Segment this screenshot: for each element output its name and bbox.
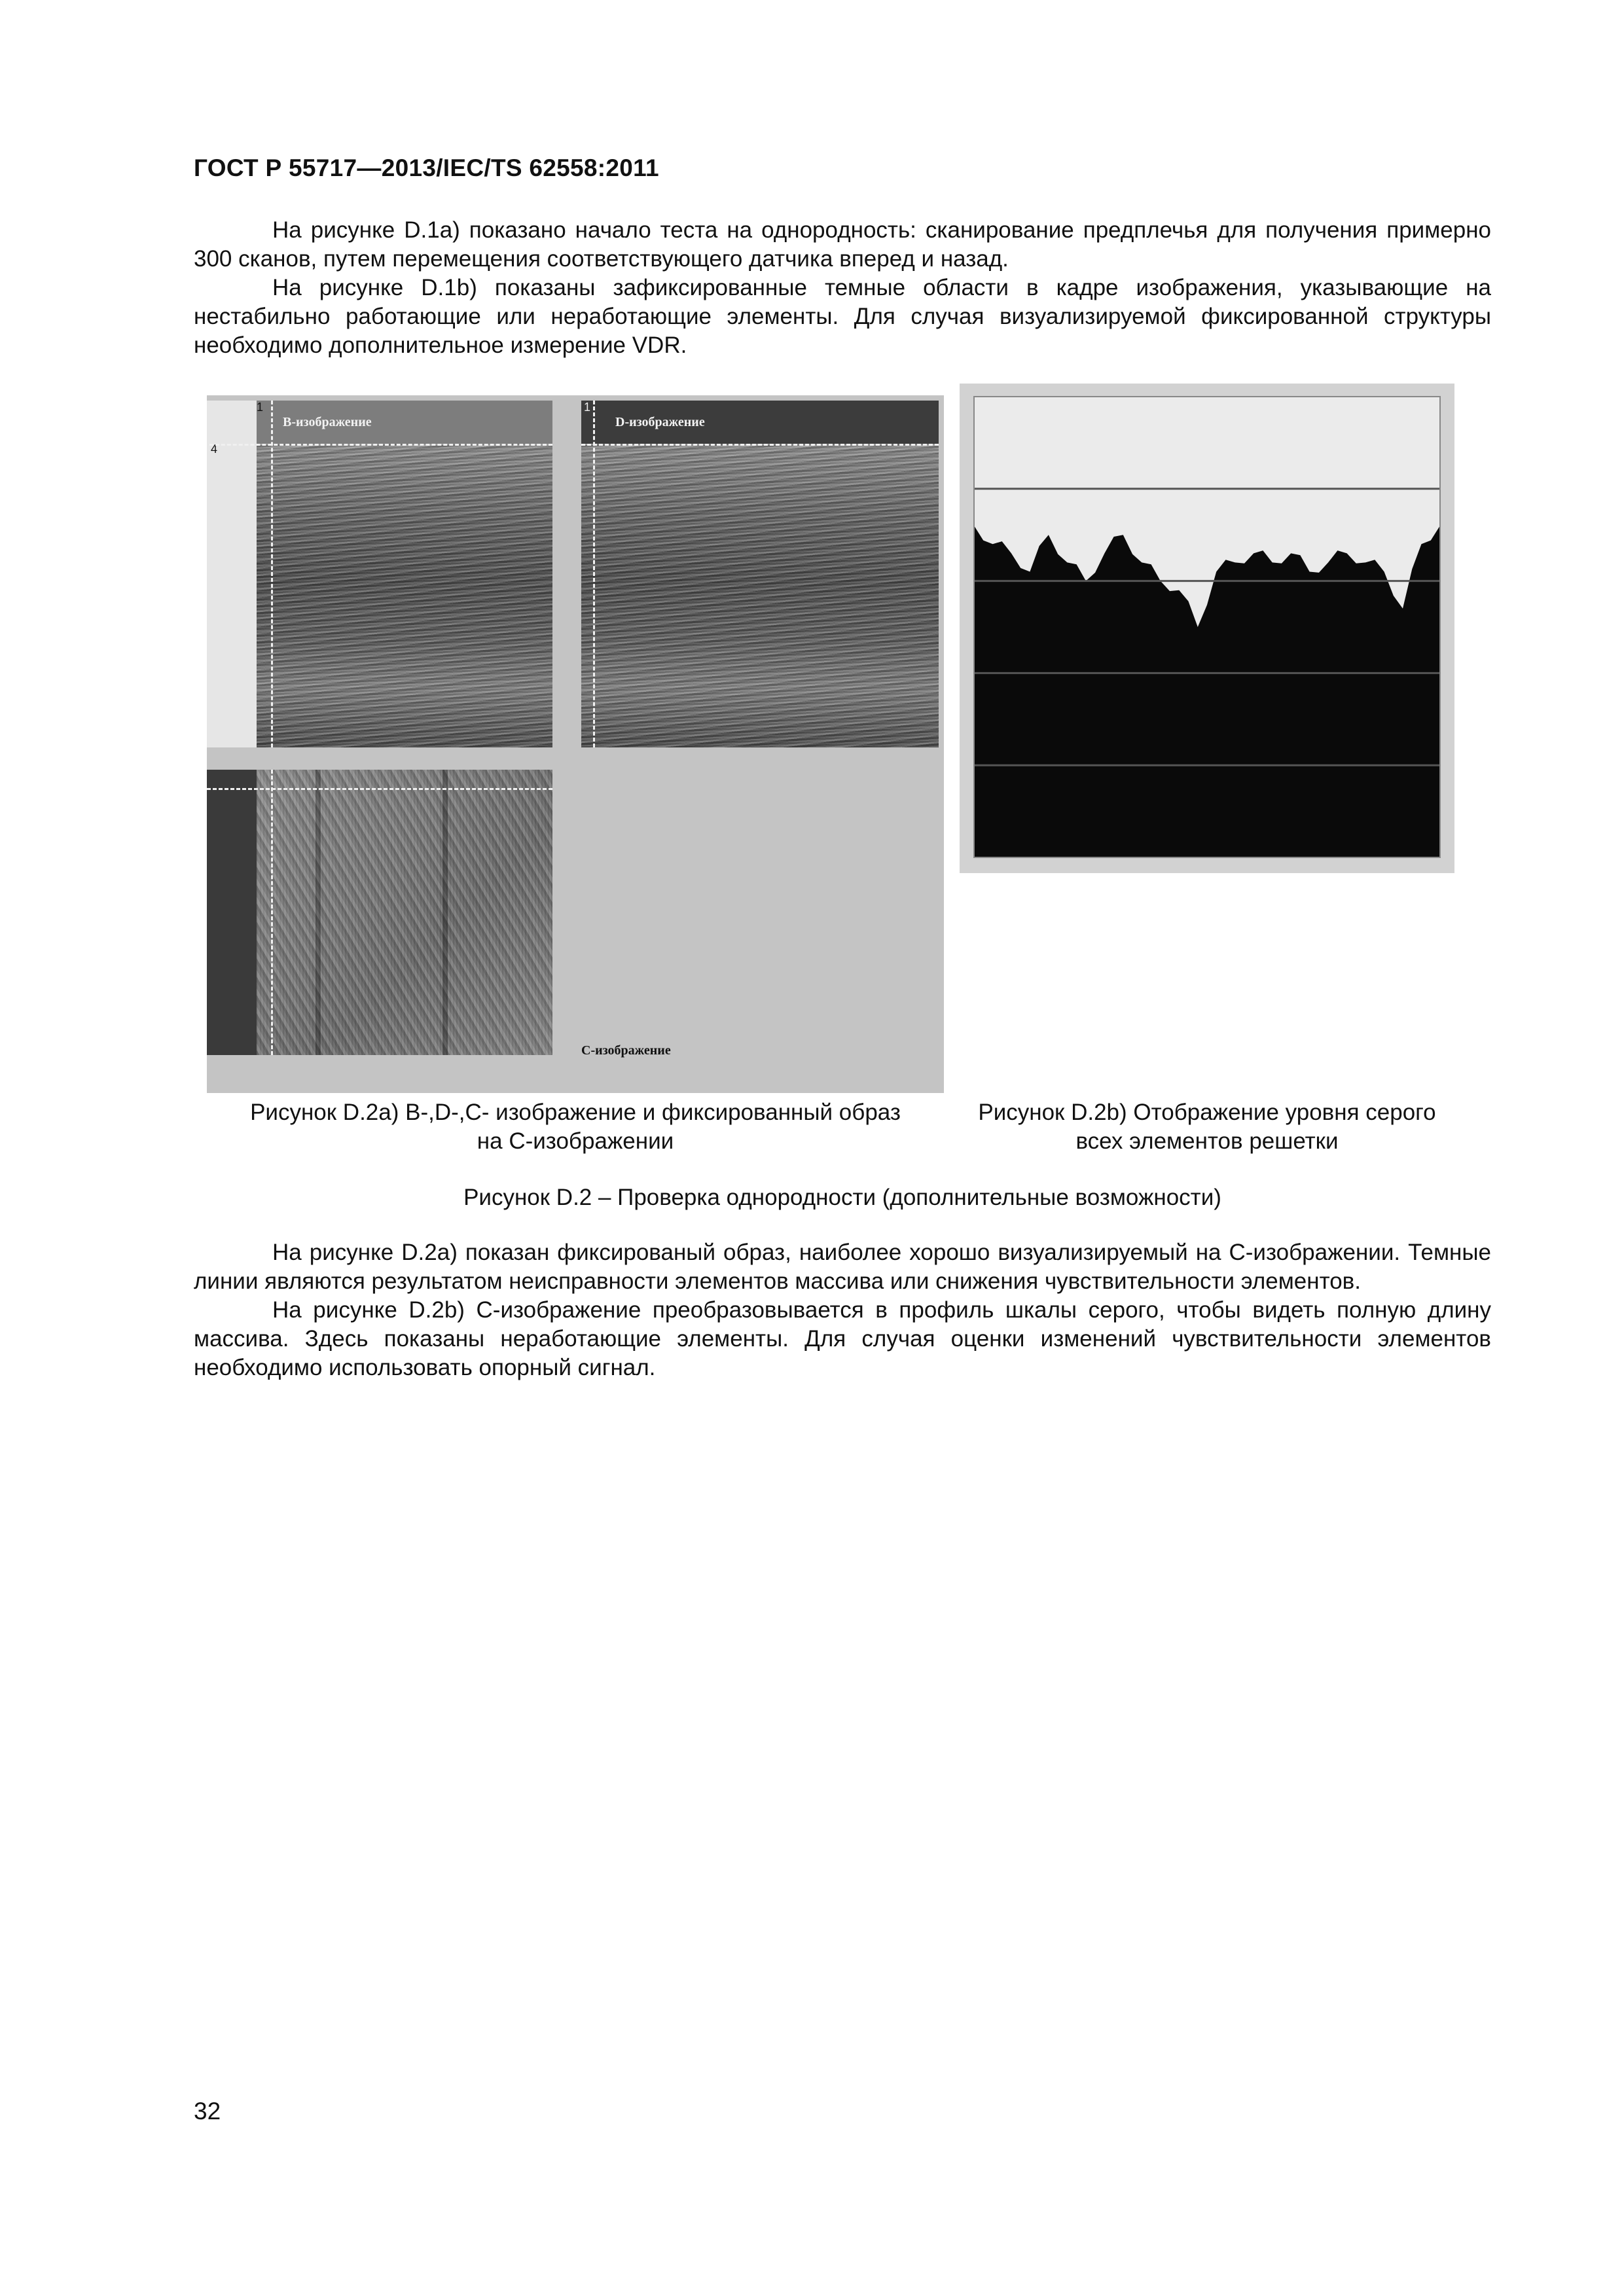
b-image-scan bbox=[257, 444, 552, 747]
body-text bbox=[194, 1238, 1491, 1382]
c-image-label: C-изображение bbox=[581, 1043, 671, 1058]
gray-level-profile-chart bbox=[960, 384, 1454, 873]
figure-d2-caption: Рисунок D.2 – Проверка однородности (дополнительные возможности) bbox=[463, 1185, 1221, 1210]
b-image-cursor-line-v bbox=[271, 401, 273, 747]
c-image-dark-line-2 bbox=[442, 770, 448, 1055]
intro-paragraph-1: На рисунке D.1a) показано начало теста на однородность: сканирование предплечья для получения примерно 300 сканов, путем перемещения соответствующего датчика вперед и назад. bbox=[194, 217, 1491, 272]
d-image-cursor-line-h bbox=[581, 444, 939, 446]
figure-d2b-caption-line2: всех элементов решетки bbox=[1075, 1128, 1339, 1154]
page-number: 32 bbox=[194, 2098, 221, 2125]
b-image-label: B-изображение bbox=[283, 415, 372, 429]
figure-d2b-caption-line1: Рисунок D.2b) Отображение уровня серого bbox=[978, 1100, 1436, 1125]
intro-text bbox=[194, 216, 1491, 360]
figure-d2a-caption-line1: Рисунок D.2a) B-,D-,C- изображение и фиксированный образ bbox=[250, 1100, 901, 1125]
marker-4: 4 bbox=[211, 442, 218, 456]
intro-paragraph-2: На рисунке D.1b) показаны зафиксированные темные области в кадре изображения, указывающие на нестабильно работающие или неработающие элементы. Для случая визуализируемой фиксированной структуры необходимо дополнительное измерение VDR. bbox=[194, 275, 1491, 358]
d-image-panel bbox=[581, 401, 939, 747]
figure-d2a-caption bbox=[207, 1098, 944, 1156]
d-image-scan bbox=[581, 444, 939, 747]
c-image-cursor-line-v bbox=[271, 770, 273, 1055]
figure-d2b-frame bbox=[960, 384, 1454, 873]
body-paragraph-1: На рисунке D.2a) показан фиксированый образ, наиболее хорошо визуализируемый на C-изображении. Темные линии являются результатом неисправности элементов массива или снижения чувствительности элементов. bbox=[194, 1240, 1491, 1294]
marker-1-d: 1 bbox=[584, 401, 591, 414]
figure-d2b-caption bbox=[960, 1098, 1454, 1156]
c-image-margin bbox=[207, 770, 257, 1055]
d-image-cursor-line-v bbox=[593, 401, 595, 747]
marker-1-b: 1 bbox=[257, 401, 264, 414]
figure-d2a-caption-line2: на C-изображении bbox=[477, 1128, 674, 1154]
document-header: ГОСТ Р 55717—2013/IEC/TS 62558:2011 bbox=[194, 154, 659, 181]
c-image-dark-line-1 bbox=[316, 770, 321, 1055]
c-image-scan bbox=[257, 770, 552, 1055]
c-image-cursor-line-h bbox=[207, 788, 552, 790]
b-image-cursor-line-h bbox=[209, 444, 552, 446]
body-paragraph-2: На рисунке D.2b) C-изображение преобразовывается в профиль шкалы серого, чтобы видеть полную длину массива. Здесь показаны неработающие элементы. Для случая оценки изменений чувствительности элементов необходимо использовать опорный сигнал. bbox=[194, 1297, 1491, 1380]
b-image-panel bbox=[257, 401, 552, 747]
d-image-label: D-изображение bbox=[615, 415, 705, 429]
